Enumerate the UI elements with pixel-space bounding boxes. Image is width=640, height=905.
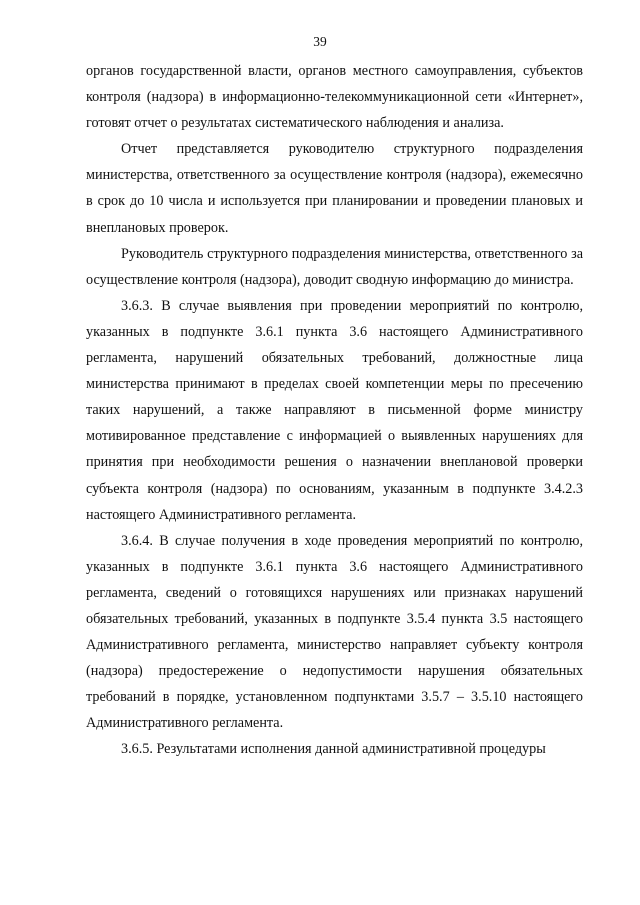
paragraph-3-6-4: 3.6.4. В случае получения в ходе проведения мероприятий по контролю, указанных в подпункте 3.6.1 пункта 3.6 настоящего Административного регламента, сведений о готовящихся нарушениях или признаках нарушений обязательных требований, указанных в подпункте 3.5.4 пункта 3.5 настоящего Административного регламента, министерство направляет субъекту контроля (надзора) предостережение о недопустимости нарушения обязательных требований в порядке, установленном подпунктами 3.5.7 – 3.5.10 настоящего Административного регламента.: [86, 532, 583, 732]
document-body: [86, 58, 583, 763]
page-number: 39: [313, 34, 327, 49]
paragraph-3-6-5: 3.6.5. Результатами исполнения данной административной процедуры: [121, 741, 546, 758]
paragraph-3-6-3: 3.6.3. В случае выявления при проведении мероприятий по контролю, указанных в подпункте 3.6.1 пункта 3.6 настоящего Административного регламента, нарушений обязательных требований, должностные лица министерства принимают в пределах своей компетенции меры по пресечению таких нарушений, а также направляют в письменной форме министру мотивированное представление с информацией о выявленных нарушениях для принятия при необходимости решения о назначении внеплановой проверки субъекта контроля (надзора) по основаниям, указанным в подпункте 3.4.2.3 настоящего Административного регламента.: [86, 297, 583, 523]
paragraph-1: органов государственной власти, органов местного самоуправления, субъектов контроля (надзора) в информационно-телекоммуникационной сети «Интернет», готовят отчет о результатах систематического наблюдения и анализа.: [86, 63, 583, 132]
paragraph-3: Руководитель структурного подразделения министерства, ответственного за осуществление контроля (надзора), доводит сводную информацию до министра.: [86, 245, 583, 288]
paragraph-2: Отчет представляется руководителю структурного подразделения министерства, ответственного за осуществление контроля (надзора), ежемесячно в срок до 10 числа и используется при планировании и проведении плановых и внеплановых проверок.: [86, 141, 583, 236]
